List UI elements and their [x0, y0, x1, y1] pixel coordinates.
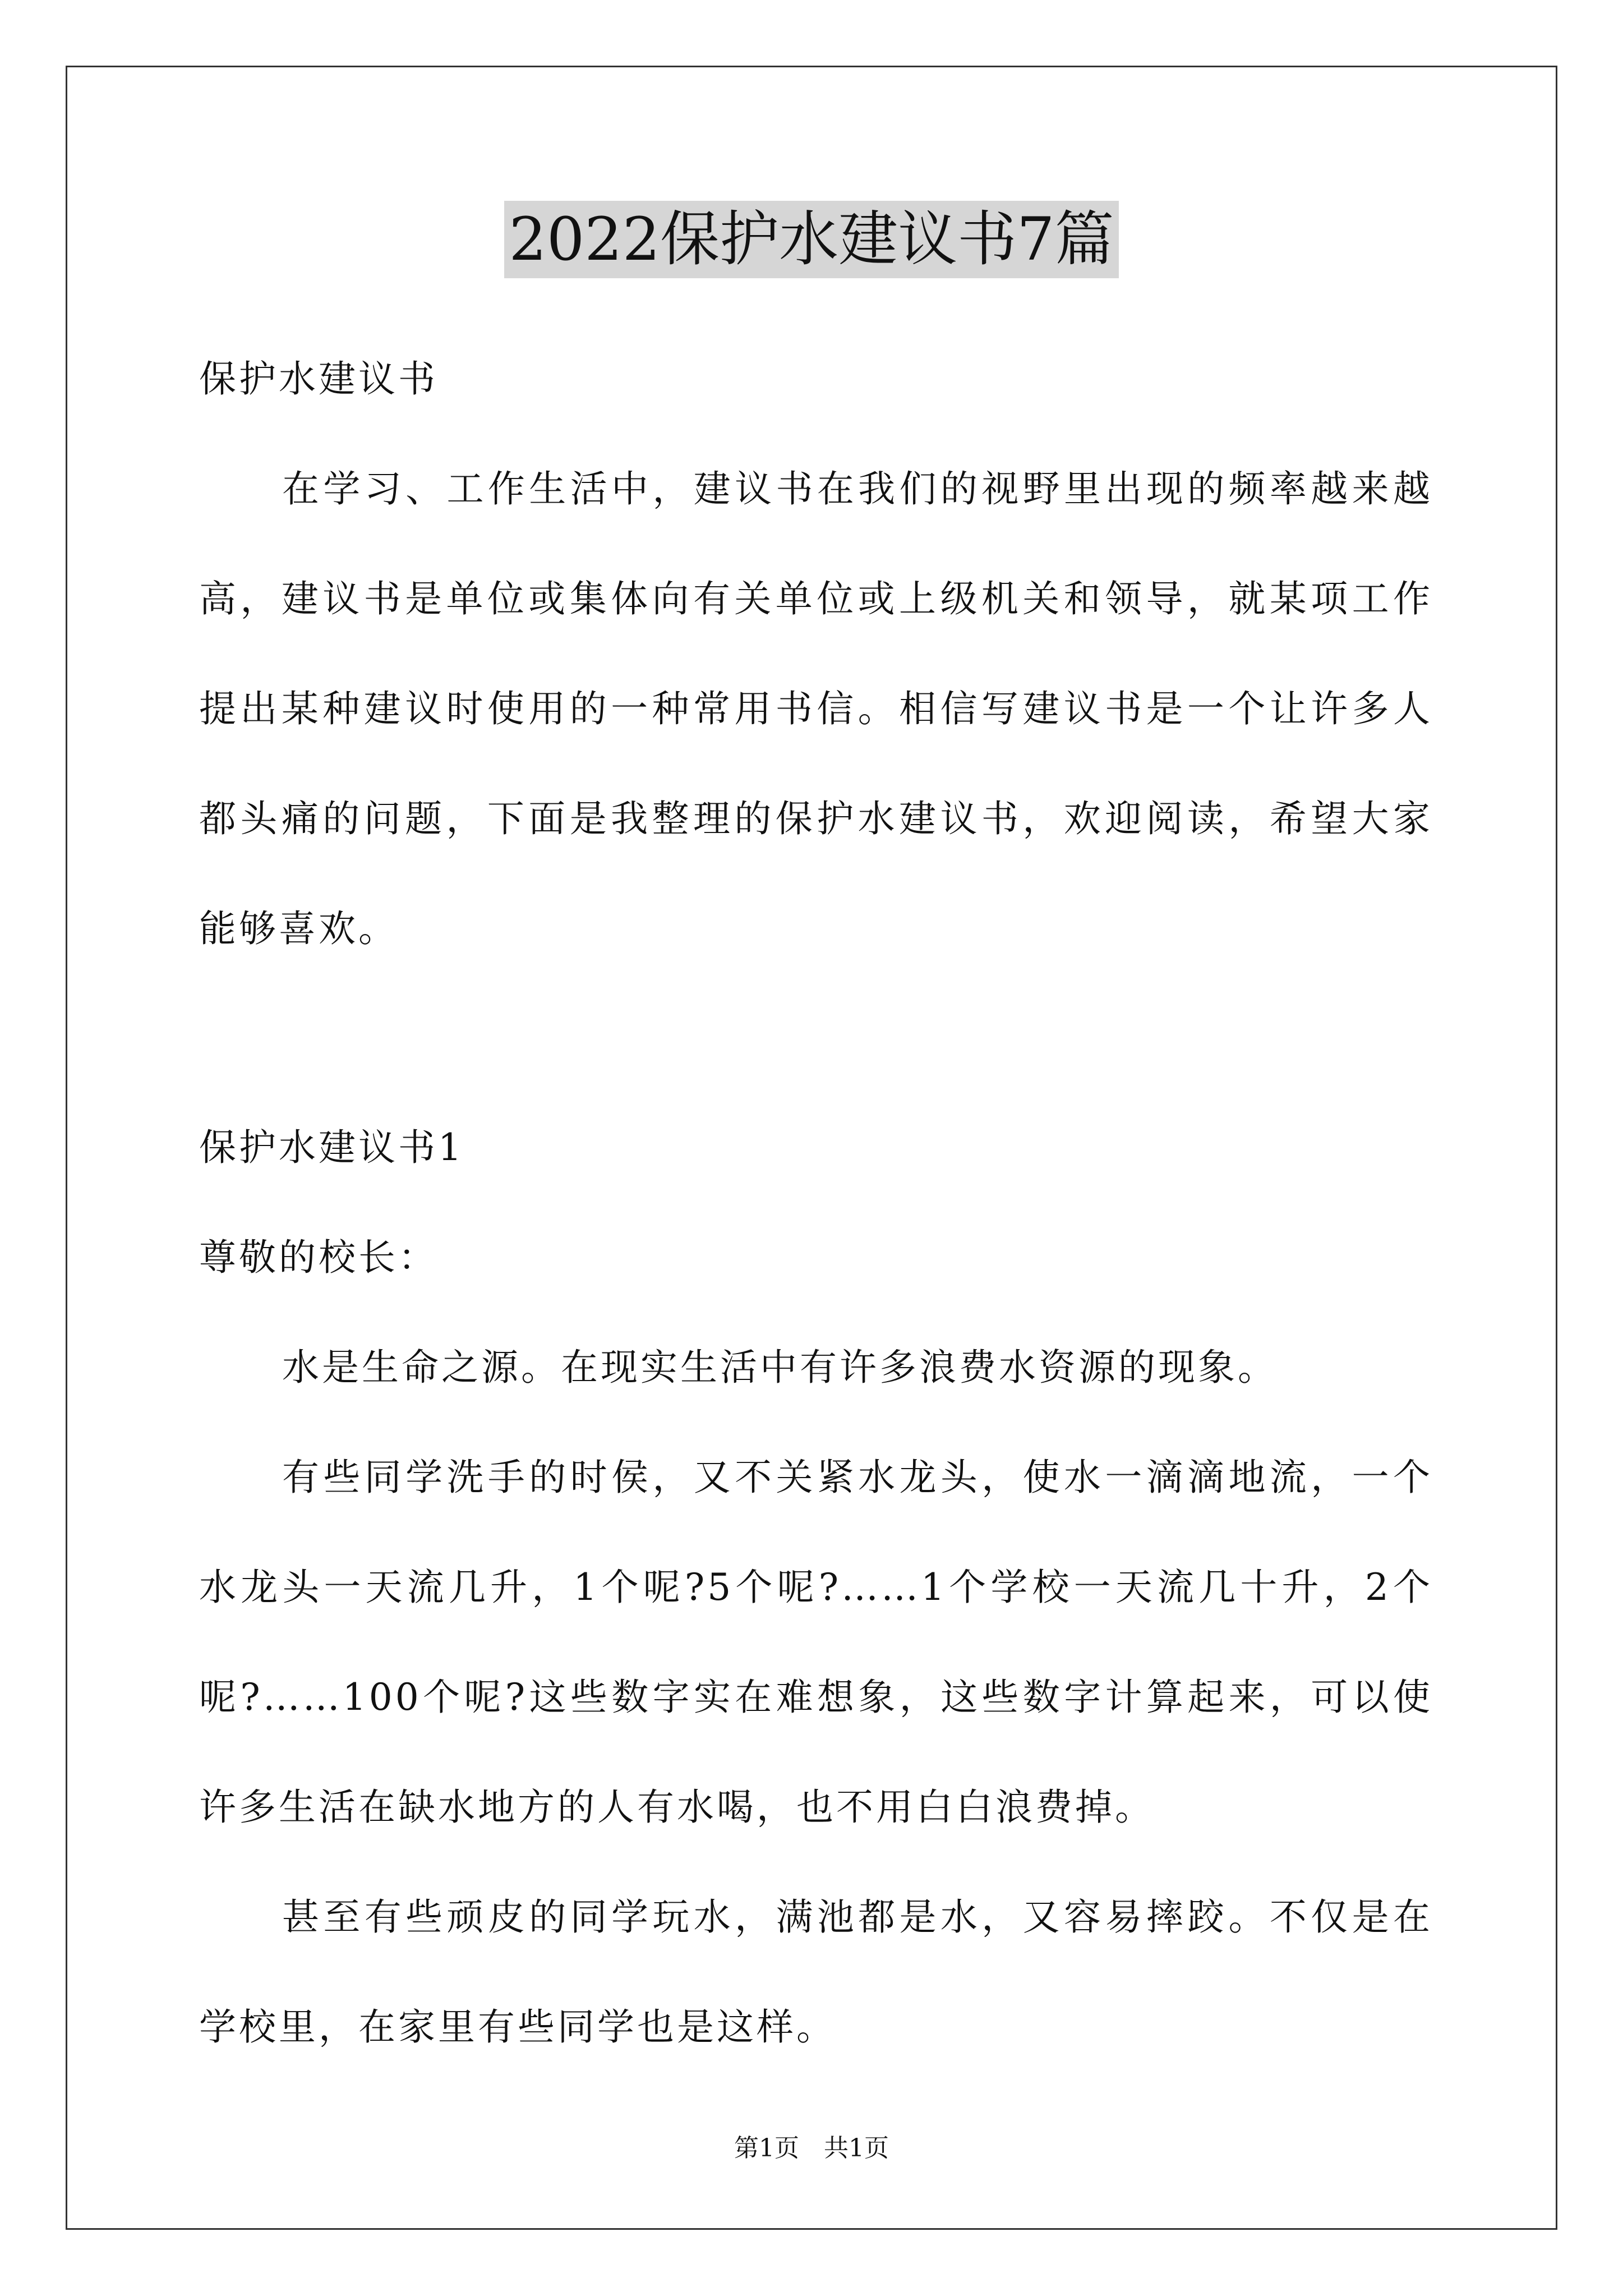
letter-paragraph: 甚至有些顽皮的同学玩水，满池都是水，又容易摔跤。不仅是在学校里，在家里有些同学也是这样。: [199, 1895, 1433, 2049]
letter-salutation: 尊敬的校长：: [199, 1236, 438, 1279]
page-footer: 第1页 共1页: [734, 2134, 889, 2162]
letter-paragraph: 有些同学洗手的时侯，又不关紧水龙头，使水一滴滴地流，一个水龙头一天流几升，1个呢?5个呢?……1个学校一天流几十升，2个呢?……100个呢?这些数字实在难想象，这些数字计算起来，可以使许多生活在缺水地方的人有水喝，也不用白白浪费掉。: [199, 1456, 1433, 1829]
document-title: [0, 201, 1623, 278]
intro-paragraph: 在学习、工作生活中，建议书在我们的视野里出现的频率越来越高，建议书是单位或集体向有关单位或上级机关和领导，就某项工作提出某种建议时使用的一种常用书信。相信写建议书是一个让许多人都头痛的问题，下面是我整理的保护水建议书，欢迎阅读，希望大家能够喜欢。: [199, 467, 1433, 950]
document-title-text: 2022保护水建议书7篇: [504, 201, 1118, 278]
letter-heading: 保护水建议书1: [199, 1126, 464, 1169]
intro-section: [199, 324, 1433, 984]
section-heading: 保护水建议书: [199, 357, 438, 401]
letter-paragraph: 水是生命之源。在现实生活中有许多浪费水资源的现象。: [282, 1346, 1278, 1389]
letter-section: [199, 1093, 1433, 2082]
